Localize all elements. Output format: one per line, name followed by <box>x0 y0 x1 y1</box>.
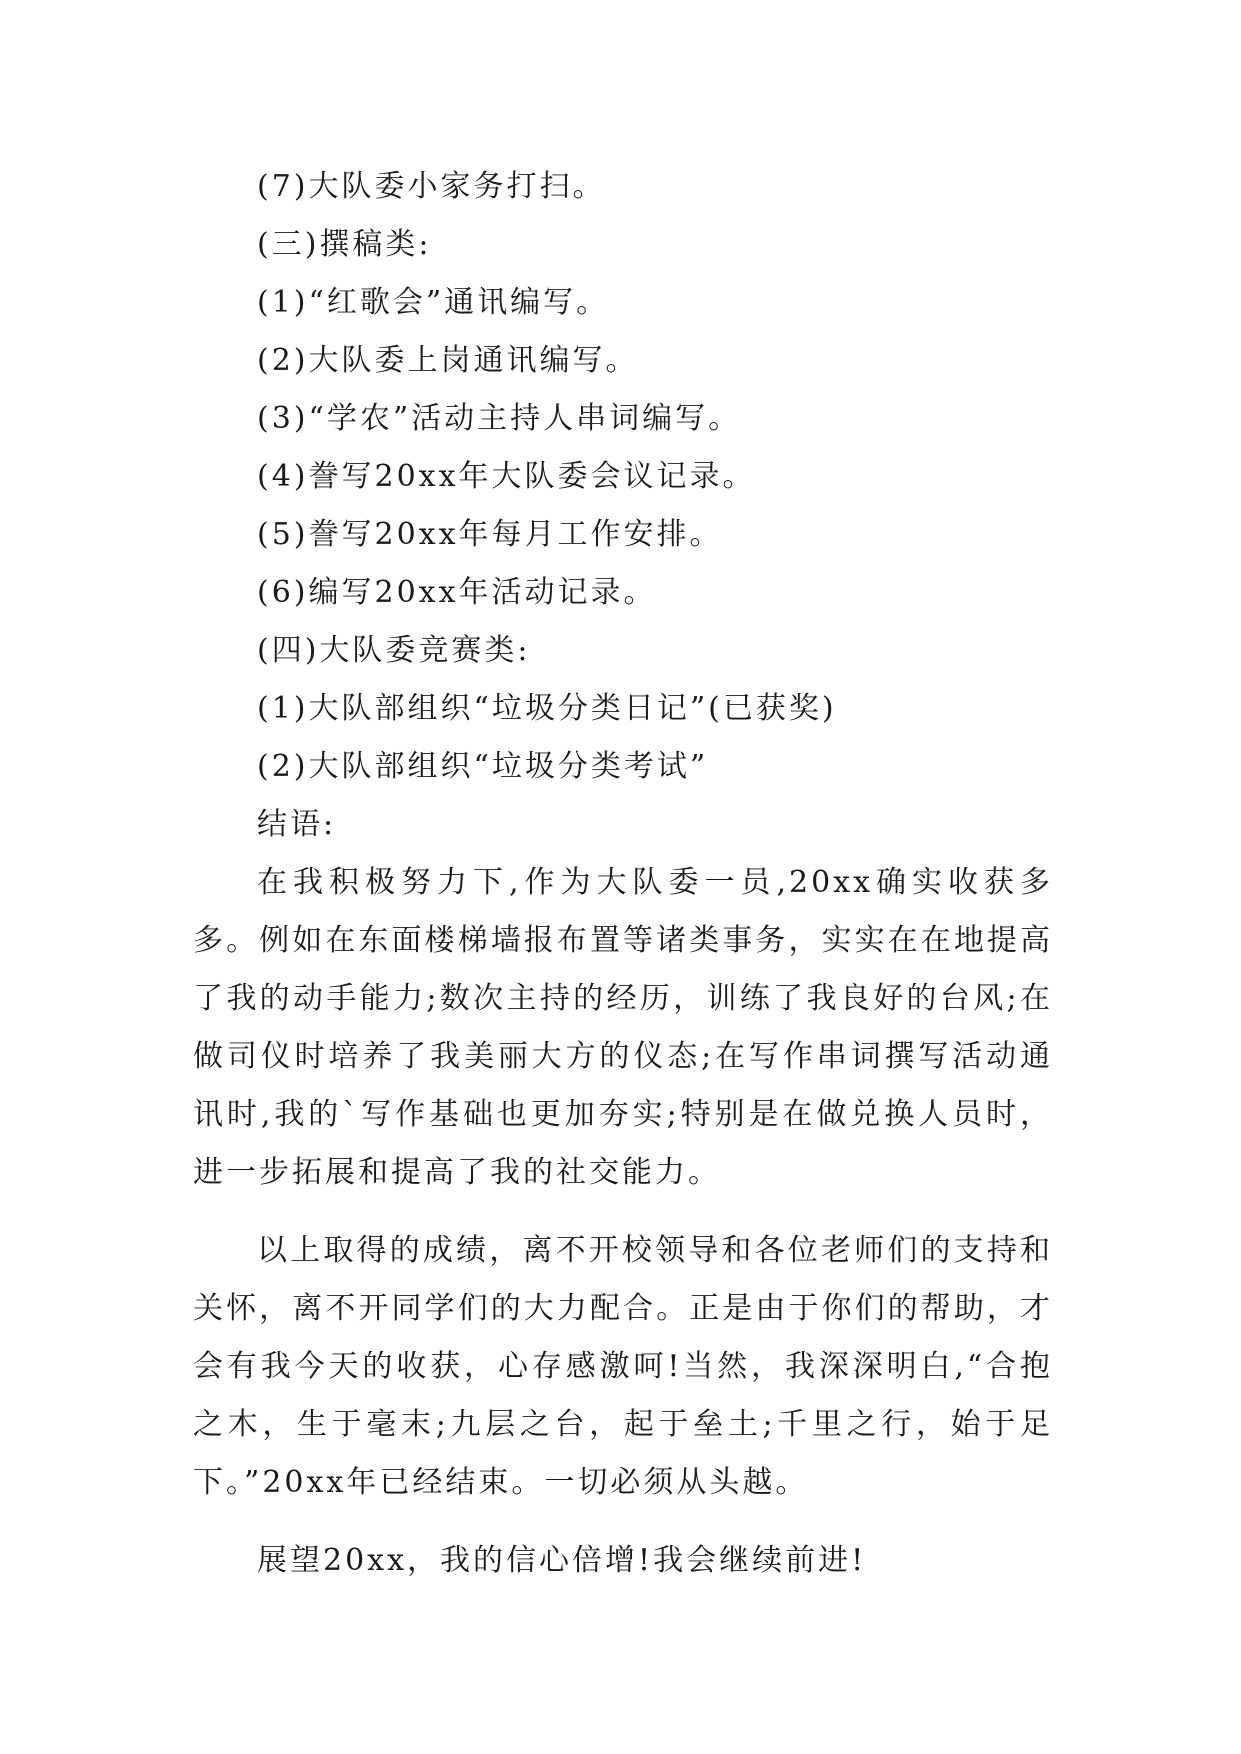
list-item: (1)大队部组织“垃圾分类日记”(已获奖) <box>257 691 837 726</box>
paragraph: 以上取得的成绩，离不开校领导和各位老师们的支持和关怀，离不开同学们的大力配合。正是由于你们的帮助，才会有我今天的收获，心存感激呵!当然，我深深明白,“合抱之木，生于毫末;九层之台，起于垒土;千里之行，始于足下。”20xx年已经结束。一切必须从头越。 <box>193 1233 1053 1500</box>
paragraph-gap <box>193 1202 1053 1222</box>
paragraph: 展望20xx，我的信心倍增!我会继续前进! <box>257 1543 867 1578</box>
section-heading: (四)大队委竞赛类: <box>257 633 531 668</box>
list-item: (2)大队委上岗通讯编写。 <box>257 343 639 378</box>
paragraph-gap <box>193 1512 1053 1532</box>
section-heading: (三)撰稿类: <box>257 227 432 262</box>
document-body <box>193 158 1053 1590</box>
list-item: (3)“学农”活动主持人串词编写。 <box>257 401 742 436</box>
list-item: (7)大队委小家务打扫。 <box>257 169 606 204</box>
list-item: (6)编写20xx年活动记录。 <box>257 575 657 610</box>
list-item: (1)“红歌会”通讯编写。 <box>257 285 610 320</box>
conclusion-heading: 结语: <box>257 807 337 842</box>
list-item: (4)誊写20xx年大队委会议记录。 <box>257 459 756 494</box>
list-item: (2)大队部组织“垃圾分类考试” <box>257 749 709 784</box>
paragraph: 在我积极努力下,作为大队委一员,20xx确实收获多多。例如在东面楼梯墙报布置等诸类事务，实实在在地提高了我的动手能力;数次主持的经历，训练了我良好的台风;在做司仪时培养了我美丽大方的仪态;在写作串词撰写活动通讯时,我的`写作基础也更加夯实;特别是在做兑换人员时，进一步拓展和提高了我的社交能力。 <box>193 865 1053 1190</box>
list-item: (5)誊写20xx年每月工作安排。 <box>257 517 723 552</box>
